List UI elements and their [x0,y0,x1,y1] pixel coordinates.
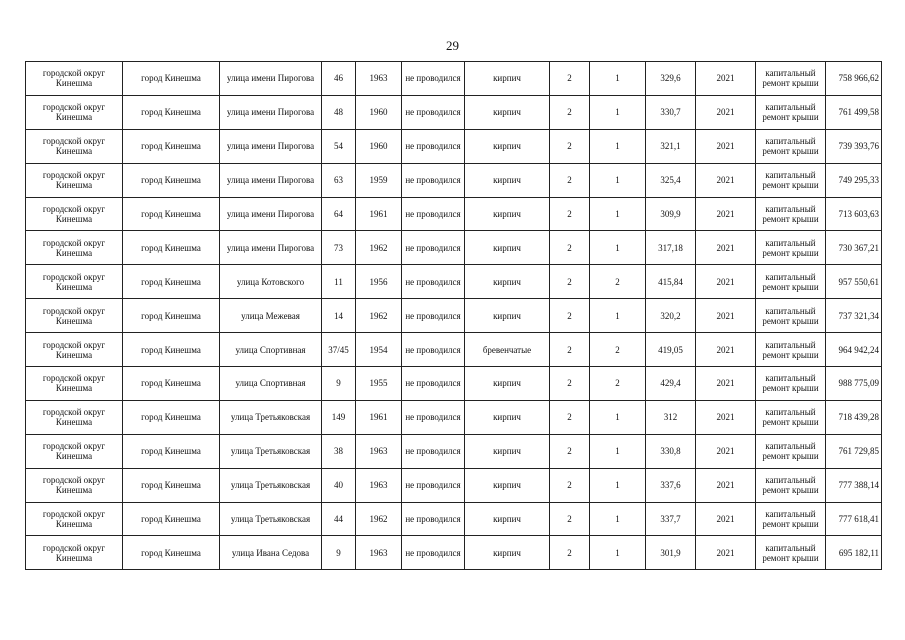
plan-year-cell: 2021 [696,400,756,434]
entrances-cell: 1 [590,129,646,163]
area-cell: 309,9 [646,197,696,231]
previous-repair-cell: не проводился [402,163,465,197]
house-number-cell: 63 [322,163,356,197]
floors-cell: 2 [550,400,590,434]
district-cell: городской округ Кинешма [26,265,123,299]
entrances-cell: 1 [590,299,646,333]
district-cell: городской округ Кинешма [26,197,123,231]
area-cell: 312 [646,400,696,434]
district-cell: городской округ Кинешма [26,536,123,570]
district-cell: городской округ Кинешма [26,231,123,265]
work-type-cell: капитальный ремонт крыши [756,95,826,129]
district-cell: городской округ Кинешма [26,95,123,129]
street-cell: улица Межевая [220,299,322,333]
plan-year-cell: 2021 [696,434,756,468]
plan-year-cell: 2021 [696,197,756,231]
table-row [26,163,882,197]
entrances-cell: 1 [590,434,646,468]
table-row [26,400,882,434]
wall-material-cell: кирпич [465,400,550,434]
table-row [26,333,882,367]
city-cell: город Кинешма [123,400,220,434]
street-cell: улица Третьяковская [220,468,322,502]
previous-repair-cell: не проводился [402,197,465,231]
city-cell: город Кинешма [123,299,220,333]
table-row [26,502,882,536]
house-number-cell: 73 [322,231,356,265]
district-cell: городской округ Кинешма [26,163,123,197]
area-cell: 320,2 [646,299,696,333]
build-year-cell: 1956 [356,265,402,299]
previous-repair-cell: не проводился [402,502,465,536]
city-cell: город Кинешма [123,333,220,367]
area-cell: 321,1 [646,129,696,163]
city-cell: город Кинешма [123,367,220,401]
city-cell: город Кинешма [123,231,220,265]
street-cell: улица Третьяковская [220,502,322,536]
page-number: 29 [446,38,459,53]
floors-cell: 2 [550,163,590,197]
plan-year-cell: 2021 [696,299,756,333]
cost-cell: 777 618,41 [826,502,882,536]
table-body [26,62,882,570]
cost-cell: 988 775,09 [826,367,882,401]
floors-cell: 2 [550,367,590,401]
floors-cell: 2 [550,62,590,96]
street-cell: улица Третьяковская [220,434,322,468]
previous-repair-cell: не проводился [402,400,465,434]
work-type-cell: капитальный ремонт крыши [756,536,826,570]
city-cell: город Кинешма [123,62,220,96]
street-cell: улица Ивана Седова [220,536,322,570]
entrances-cell: 1 [590,502,646,536]
build-year-cell: 1963 [356,536,402,570]
area-cell: 301,9 [646,536,696,570]
build-year-cell: 1954 [356,333,402,367]
entrances-cell: 2 [590,265,646,299]
build-year-cell: 1963 [356,62,402,96]
plan-year-cell: 2021 [696,468,756,502]
wall-material-cell: кирпич [465,299,550,333]
work-type-cell: капитальный ремонт крыши [756,231,826,265]
previous-repair-cell: не проводился [402,62,465,96]
table-row [26,434,882,468]
street-cell: улица Третьяковская [220,400,322,434]
wall-material-cell: кирпич [465,502,550,536]
house-number-cell: 44 [322,502,356,536]
district-cell: городской округ Кинешма [26,400,123,434]
previous-repair-cell: не проводился [402,333,465,367]
plan-year-cell: 2021 [696,95,756,129]
street-cell: улица Спортивная [220,367,322,401]
cost-cell: 957 550,61 [826,265,882,299]
table-row [26,62,882,96]
previous-repair-cell: не проводился [402,468,465,502]
wall-material-cell: кирпич [465,62,550,96]
street-cell: улица имени Пирогова [220,163,322,197]
entrances-cell: 1 [590,163,646,197]
wall-material-cell: кирпич [465,367,550,401]
floors-cell: 2 [550,197,590,231]
cost-cell: 761 499,58 [826,95,882,129]
work-type-cell: капитальный ремонт крыши [756,197,826,231]
entrances-cell: 1 [590,536,646,570]
build-year-cell: 1960 [356,129,402,163]
street-cell: улица имени Пирогова [220,62,322,96]
build-year-cell: 1960 [356,95,402,129]
street-cell: улица Спортивная [220,333,322,367]
table-row [26,468,882,502]
house-number-cell: 37/45 [322,333,356,367]
city-cell: город Кинешма [123,434,220,468]
work-type-cell: капитальный ремонт крыши [756,333,826,367]
floors-cell: 2 [550,299,590,333]
city-cell: город Кинешма [123,265,220,299]
plan-year-cell: 2021 [696,333,756,367]
house-number-cell: 64 [322,197,356,231]
house-number-cell: 149 [322,400,356,434]
cost-cell: 777 388,14 [826,468,882,502]
build-year-cell: 1963 [356,434,402,468]
cost-cell: 695 182,11 [826,536,882,570]
city-cell: город Кинешма [123,95,220,129]
area-cell: 415,84 [646,265,696,299]
area-cell: 419,05 [646,333,696,367]
build-year-cell: 1962 [356,299,402,333]
wall-material-cell: кирпич [465,163,550,197]
wall-material-cell: кирпич [465,95,550,129]
wall-material-cell: кирпич [465,197,550,231]
area-cell: 317,18 [646,231,696,265]
wall-material-cell: кирпич [465,536,550,570]
district-cell: городской округ Кинешма [26,502,123,536]
build-year-cell: 1961 [356,400,402,434]
table-row [26,95,882,129]
floors-cell: 2 [550,333,590,367]
city-cell: город Кинешма [123,129,220,163]
entrances-cell: 1 [590,231,646,265]
area-cell: 329,6 [646,62,696,96]
district-cell: городской округ Кинешма [26,367,123,401]
house-number-cell: 40 [322,468,356,502]
previous-repair-cell: не проводился [402,299,465,333]
previous-repair-cell: не проводился [402,265,465,299]
previous-repair-cell: не проводился [402,95,465,129]
house-number-cell: 9 [322,536,356,570]
entrances-cell: 1 [590,197,646,231]
wall-material-cell: кирпич [465,265,550,299]
wall-material-cell: бревенчатые [465,333,550,367]
area-cell: 330,8 [646,434,696,468]
table-row [26,367,882,401]
previous-repair-cell: не проводился [402,536,465,570]
cost-cell: 761 729,85 [826,434,882,468]
table-row [26,129,882,163]
entrances-cell: 2 [590,367,646,401]
work-type-cell: капитальный ремонт крыши [756,434,826,468]
floors-cell: 2 [550,95,590,129]
previous-repair-cell: не проводился [402,129,465,163]
district-cell: городской округ Кинешма [26,434,123,468]
area-cell: 337,7 [646,502,696,536]
table-row [26,265,882,299]
house-number-cell: 46 [322,62,356,96]
work-type-cell: капитальный ремонт крыши [756,400,826,434]
district-cell: городской округ Кинешма [26,333,123,367]
floors-cell: 2 [550,468,590,502]
cost-cell: 749 295,33 [826,163,882,197]
work-type-cell: капитальный ремонт крыши [756,367,826,401]
cost-cell: 739 393,76 [826,129,882,163]
street-cell: улица имени Пирогова [220,197,322,231]
entrances-cell: 1 [590,62,646,96]
build-year-cell: 1963 [356,468,402,502]
work-type-cell: капитальный ремонт крыши [756,299,826,333]
floors-cell: 2 [550,536,590,570]
table-row [26,197,882,231]
plan-year-cell: 2021 [696,62,756,96]
floors-cell: 2 [550,434,590,468]
table-row [26,231,882,265]
plan-year-cell: 2021 [696,367,756,401]
city-cell: город Кинешма [123,163,220,197]
work-type-cell: капитальный ремонт крыши [756,468,826,502]
plan-year-cell: 2021 [696,231,756,265]
previous-repair-cell: не проводился [402,231,465,265]
work-type-cell: капитальный ремонт крыши [756,265,826,299]
work-type-cell: капитальный ремонт крыши [756,163,826,197]
table-row [26,299,882,333]
city-cell: город Кинешма [123,468,220,502]
entrances-cell: 1 [590,95,646,129]
cost-cell: 713 603,63 [826,197,882,231]
plan-year-cell: 2021 [696,502,756,536]
cost-cell: 737 321,34 [826,299,882,333]
city-cell: город Кинешма [123,502,220,536]
cost-cell: 730 367,21 [826,231,882,265]
plan-year-cell: 2021 [696,536,756,570]
floors-cell: 2 [550,502,590,536]
build-year-cell: 1962 [356,502,402,536]
street-cell: улица имени Пирогова [220,231,322,265]
city-cell: город Кинешма [123,536,220,570]
table-row [26,536,882,570]
entrances-cell: 2 [590,333,646,367]
house-number-cell: 9 [322,367,356,401]
wall-material-cell: кирпич [465,468,550,502]
entrances-cell: 1 [590,400,646,434]
area-cell: 429,4 [646,367,696,401]
plan-year-cell: 2021 [696,129,756,163]
house-number-cell: 38 [322,434,356,468]
previous-repair-cell: не проводился [402,434,465,468]
cost-cell: 718 439,28 [826,400,882,434]
district-cell: городской округ Кинешма [26,62,123,96]
plan-year-cell: 2021 [696,163,756,197]
cost-cell: 758 966,62 [826,62,882,96]
floors-cell: 2 [550,231,590,265]
house-number-cell: 48 [322,95,356,129]
city-cell: город Кинешма [123,197,220,231]
house-number-cell: 11 [322,265,356,299]
work-type-cell: капитальный ремонт крыши [756,502,826,536]
area-cell: 330,7 [646,95,696,129]
build-year-cell: 1959 [356,163,402,197]
district-cell: городской округ Кинешма [26,468,123,502]
wall-material-cell: кирпич [465,434,550,468]
entrances-cell: 1 [590,468,646,502]
wall-material-cell: кирпич [465,129,550,163]
cost-cell: 964 942,24 [826,333,882,367]
previous-repair-cell: не проводился [402,367,465,401]
area-cell: 337,6 [646,468,696,502]
district-cell: городской округ Кинешма [26,129,123,163]
wall-material-cell: кирпич [465,231,550,265]
street-cell: улица имени Пирогова [220,95,322,129]
plan-year-cell: 2021 [696,265,756,299]
house-number-cell: 14 [322,299,356,333]
street-cell: улица имени Пирогова [220,129,322,163]
street-cell: улица Котовского [220,265,322,299]
work-type-cell: капитальный ремонт крыши [756,129,826,163]
repair-program-table [25,61,882,570]
floors-cell: 2 [550,129,590,163]
build-year-cell: 1962 [356,231,402,265]
build-year-cell: 1955 [356,367,402,401]
floors-cell: 2 [550,265,590,299]
work-type-cell: капитальный ремонт крыши [756,62,826,96]
district-cell: городской округ Кинешма [26,299,123,333]
build-year-cell: 1961 [356,197,402,231]
area-cell: 325,4 [646,163,696,197]
house-number-cell: 54 [322,129,356,163]
